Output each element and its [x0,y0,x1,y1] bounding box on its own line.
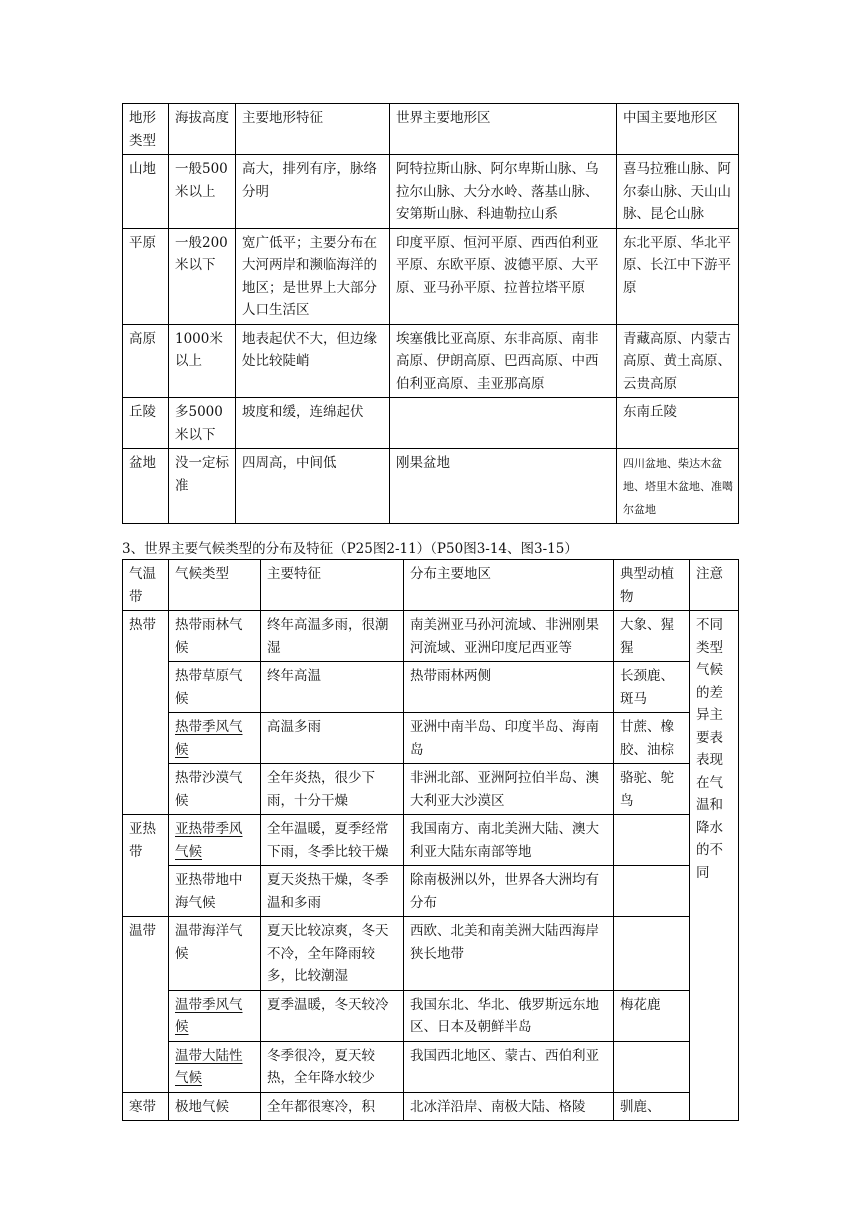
climate-regions: 亚洲中南半岛、印度半岛、海南岛 [404,713,614,764]
climate-species: 甘蔗、橡胶、油棕 [614,713,690,764]
header-cell: 世界主要地形区 [390,104,617,155]
header-cell: 气候类型 [169,560,261,611]
climate-species: 梅花鹿 [614,990,690,1041]
climate-table [122,559,739,1121]
climate-regions: 我国东北、华北、俄罗斯远东地区、日本及朝鲜半岛 [404,990,614,1041]
climate-features: 冬季很冷，夏天较热，全年降水较少 [261,1041,404,1092]
climate-regions: 西欧、北美和南美洲大陆西海岸狭长地带 [404,917,614,991]
climate-species [614,917,690,991]
climate-species [614,815,690,866]
landform-type: 平原 [123,228,169,324]
table-row [123,449,739,524]
climate-type: 极地气候 [169,1092,261,1121]
landform-type: 山地 [123,155,169,229]
landform-altitude: 一般200米以下 [169,228,236,324]
landform-world [390,398,617,449]
landform-world: 阿特拉斯山脉、阿尔卑斯山脉、乌拉尔山脉、大分水岭、落基山脉、安第斯山脉、科迪勒拉山系 [390,155,617,229]
climate-regions: 除南极洲以外，世界各大洲均有分布 [404,866,614,917]
table-row [123,1092,739,1121]
climate-type: 热带雨林气候 [169,611,261,662]
landform-features: 坡度和缓，连绵起伏 [236,398,390,449]
header-cell: 注意 [690,560,739,611]
table-row [123,324,739,398]
climate-type: 温带海洋气候 [169,917,261,991]
climate-features: 夏天炎热干燥，冬季温和多雨 [261,866,404,917]
header-cell: 主要地形特征 [236,104,390,155]
temperature-zone: 温带 [123,917,169,1093]
landform-features: 四周高，中间低 [236,449,390,524]
climate-features: 夏天比较凉爽，冬天不冷，全年降雨较多，比较潮湿 [261,917,404,991]
header-cell: 地形类型 [123,104,169,155]
temperature-zone: 寒带 [123,1092,169,1121]
climate-type [169,815,261,866]
climate-species: 骆驼、鸵鸟 [614,764,690,815]
header-cell: 典型动植物 [614,560,690,611]
landform-type: 高原 [123,324,169,398]
table-row [123,155,739,229]
header-cell: 气温带 [123,560,169,611]
landform-type: 盆地 [123,449,169,524]
landform-type: 丘陵 [123,398,169,449]
climate-type: 亚热带地中海气候 [169,866,261,917]
landform-china: 东南丘陵 [617,398,739,449]
header-cell: 中国主要地形区 [617,104,739,155]
climate-features: 终年高温 [261,662,404,713]
temperature-zone: 亚热带 [123,815,169,917]
climate-features: 终年高温多雨，很潮湿 [261,611,404,662]
climate-features: 全年都很寒冷，积 [261,1092,404,1121]
table-row [123,917,739,991]
table-header-row [123,104,739,155]
table-header-row [123,560,739,611]
landform-features: 地表起伏不大，但边缘处比较陡峭 [236,324,390,398]
table-row [123,866,739,917]
climate-regions: 非洲北部、亚洲阿拉伯半岛、澳大利亚大沙漠区 [404,764,614,815]
climate-type-text: 温带大陆性气候 [175,1047,243,1086]
landform-altitude: 多5000米以下 [169,398,236,449]
section-caption: 3、世界主要气候类型的分布及特征（P25图2-11）（P50图3-14、图3-15） [122,541,578,557]
climate-features: 高温多雨 [261,713,404,764]
table-row [123,228,739,324]
climate-type: 热带沙漠气候 [169,764,261,815]
climate-type-text: 热带季风气候 [175,719,243,758]
climate-regions: 热带雨林两侧 [404,662,614,713]
landform-china: 四川盆地、柴达木盆地、塔里木盆地、准噶尔盆地 [617,449,739,524]
climate-regions: 南美洲亚马孙河流域、非洲刚果河流域、亚洲印度尼西亚等 [404,611,614,662]
climate-note: 不同类型气候的差异主要表表现在气温和降水的不同 [690,611,739,1121]
climate-type [169,1041,261,1092]
climate-features: 全年温暖，夏季经常下雨，冬季比较干燥 [261,815,404,866]
climate-type [169,713,261,764]
climate-type-text: 温带季风气候 [175,996,243,1035]
landform-world: 埃塞俄比亚高原、东非高原、南非高原、伊朗高原、巴西高原、中西伯利亚高原、圭亚那高原 [390,324,617,398]
table-row [123,764,739,815]
climate-species: 驯鹿、 [614,1092,690,1121]
climate-regions: 我国南方、南北美洲大陆、澳大利亚大陆东南部等地 [404,815,614,866]
landform-world: 印度平原、恒河平原、西西伯利亚平原、东欧平原、波德平原、大平原、亚马孙平原、拉普拉塔平原 [390,228,617,324]
climate-regions: 北冰洋沿岸、南极大陆、格陵 [404,1092,614,1121]
landform-altitude: 没一定标准 [169,449,236,524]
table-row [123,611,739,662]
landform-altitude: 一般500米以上 [169,155,236,229]
landform-table [122,103,739,524]
landform-china: 喜马拉雅山脉、阿尔泰山脉、天山山脉、昆仑山脉 [617,155,739,229]
table-row [123,1041,739,1092]
climate-species [614,1041,690,1092]
landform-world: 刚果盆地 [390,449,617,524]
table-row [123,662,739,713]
climate-species: 长颈鹿、斑马 [614,662,690,713]
landform-china: 青藏高原、内蒙古高原、黄土高原、云贵高原 [617,324,739,398]
landform-china: 东北平原、华北平原、长江中下游平原 [617,228,739,324]
table-row [123,398,739,449]
table-row [123,990,739,1041]
temperature-zone: 热带 [123,611,169,815]
climate-type: 热带草原气候 [169,662,261,713]
climate-features: 夏季温暖，冬天较冷 [261,990,404,1041]
landform-altitude: 1000米以上 [169,324,236,398]
table-row [123,713,739,764]
climate-type-text: 亚热带季风气候 [175,821,243,860]
table-row [123,815,739,866]
landform-features: 宽广低平；主要分布在大河两岸和濒临海洋的地区；是世界上大部分人口生活区 [236,228,390,324]
climate-species: 大象、猩猩 [614,611,690,662]
landform-features: 高大，排列有序，脉络分明 [236,155,390,229]
header-cell: 海拔高度 [169,104,236,155]
header-cell: 分布主要地区 [404,560,614,611]
header-cell: 主要特征 [261,560,404,611]
climate-regions: 我国西北地区、蒙古、西伯利亚 [404,1041,614,1092]
climate-species [614,866,690,917]
climate-features: 全年炎热，很少下雨，十分干燥 [261,764,404,815]
climate-type [169,990,261,1041]
